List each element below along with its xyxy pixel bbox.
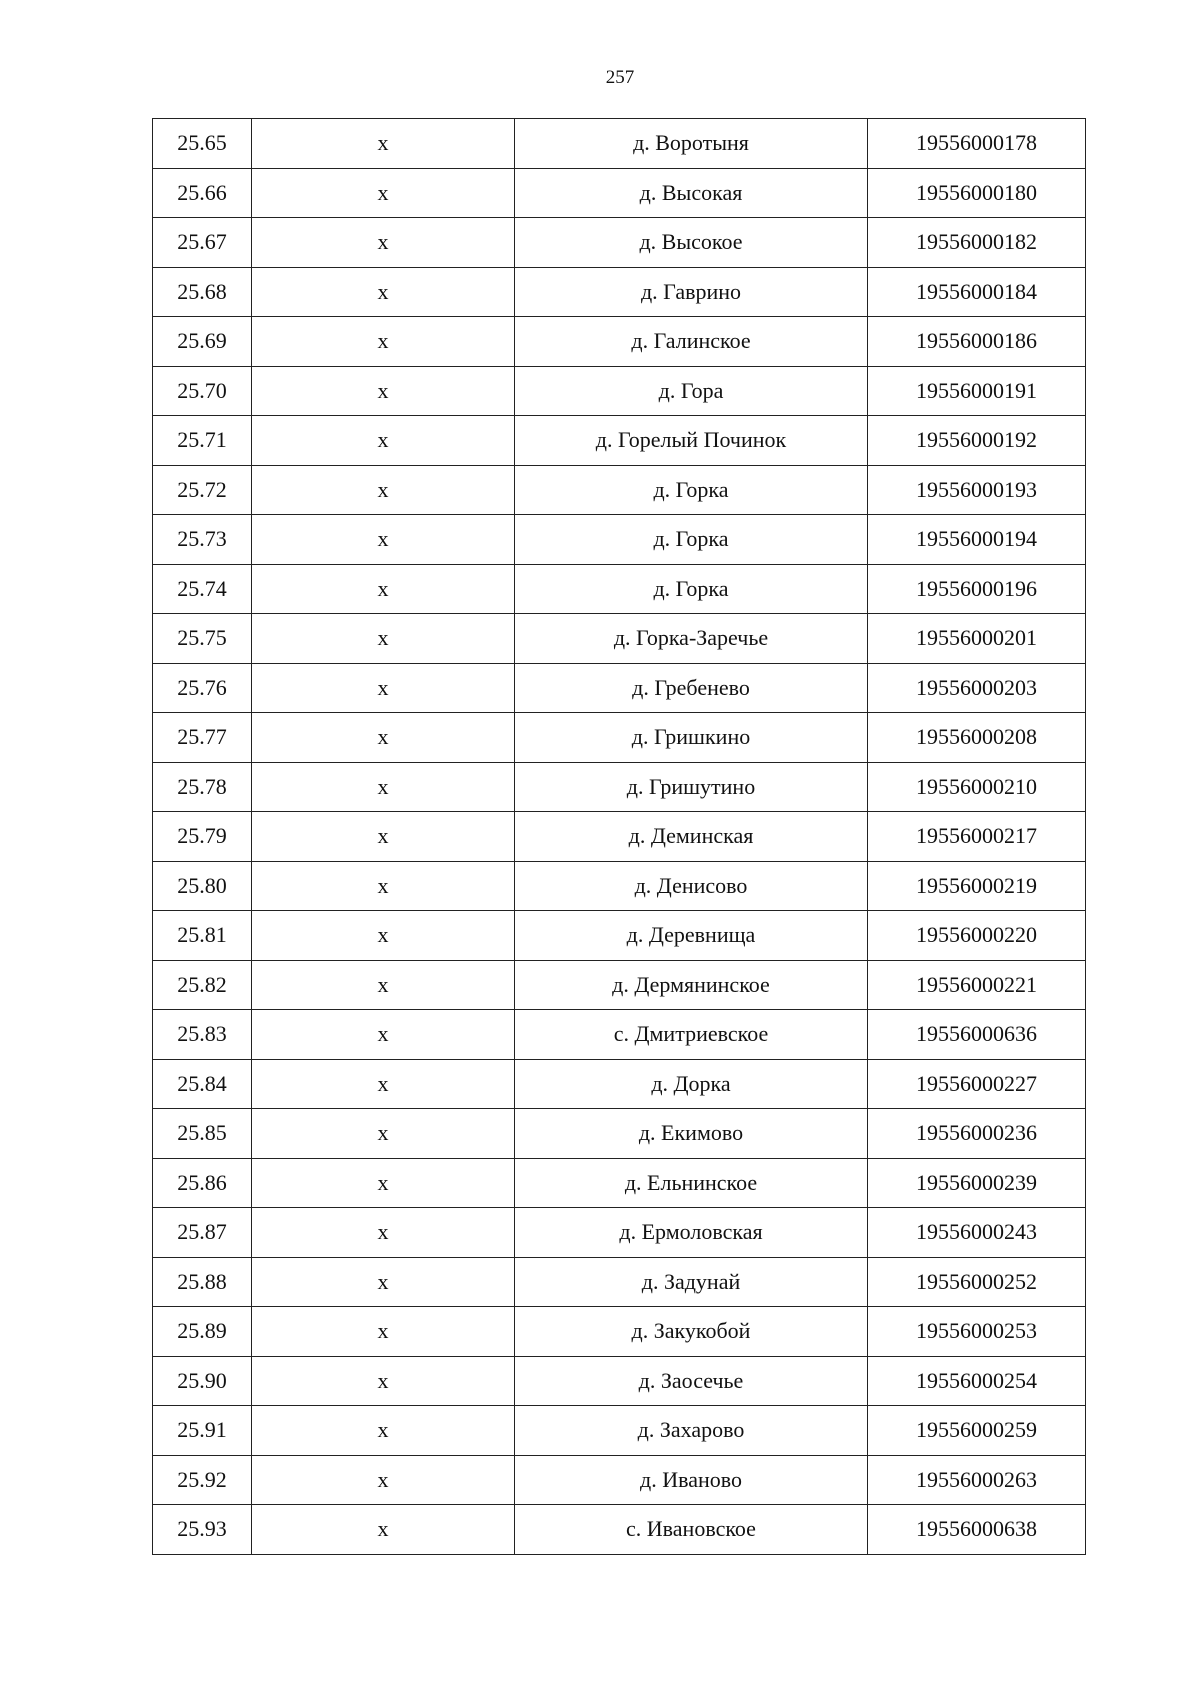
settlement-name-cell: д. Гришкино [515,713,868,763]
settlement-name-cell: д. Заосечье [515,1356,868,1406]
row-number-cell: 25.93 [153,1505,252,1555]
mark-cell: х [252,1505,515,1555]
oktmo-code-cell: 19556000217 [868,812,1086,862]
oktmo-code-cell: 19556000203 [868,663,1086,713]
oktmo-code-cell: 19556000221 [868,960,1086,1010]
table-row [153,1455,1086,1505]
mark-cell: х [252,1406,515,1456]
mark-cell: х [252,465,515,515]
mark-cell: х [252,762,515,812]
mark-cell: х [252,1208,515,1258]
oktmo-code-cell: 19556000208 [868,713,1086,763]
mark-cell: х [252,119,515,169]
mark-cell: х [252,1010,515,1060]
settlement-name-cell: с. Дмитриевское [515,1010,868,1060]
row-number-cell: 25.75 [153,614,252,664]
settlement-name-cell: с. Ивановское [515,1505,868,1555]
table-row [153,465,1086,515]
oktmo-code-cell: 19556000263 [868,1455,1086,1505]
table-row [153,1406,1086,1456]
settlement-name-cell: д. Гребенево [515,663,868,713]
mark-cell: х [252,1059,515,1109]
mark-cell: х [252,1257,515,1307]
settlement-name-cell: д. Гришутино [515,762,868,812]
mark-cell: х [252,812,515,862]
settlement-name-cell: д. Гаврино [515,267,868,317]
row-number-cell: 25.68 [153,267,252,317]
table-row [153,1010,1086,1060]
oktmo-code-cell: 19556000243 [868,1208,1086,1258]
table-row [153,663,1086,713]
oktmo-code-cell: 19556000236 [868,1109,1086,1159]
table-row [153,911,1086,961]
oktmo-code-cell: 19556000210 [868,762,1086,812]
oktmo-code-cell: 19556000186 [868,317,1086,367]
oktmo-code-cell: 19556000219 [868,861,1086,911]
table-row [153,416,1086,466]
row-number-cell: 25.66 [153,168,252,218]
row-number-cell: 25.90 [153,1356,252,1406]
table-row [153,515,1086,565]
oktmo-code-cell: 19556000254 [868,1356,1086,1406]
settlement-name-cell: д. Горка-Заречье [515,614,868,664]
table-row [153,1059,1086,1109]
mark-cell: х [252,1455,515,1505]
row-number-cell: 25.88 [153,1257,252,1307]
mark-cell: х [252,168,515,218]
settlement-name-cell: д. Воротыня [515,119,868,169]
table-row [153,317,1086,367]
oktmo-code-cell: 19556000252 [868,1257,1086,1307]
oktmo-code-cell: 19556000182 [868,218,1086,268]
row-number-cell: 25.74 [153,564,252,614]
mark-cell: х [252,1158,515,1208]
settlements-table [152,118,1086,1555]
mark-cell: х [252,663,515,713]
row-number-cell: 25.70 [153,366,252,416]
oktmo-code-cell: 19556000253 [868,1307,1086,1357]
table-row [153,861,1086,911]
row-number-cell: 25.73 [153,515,252,565]
settlement-name-cell: д. Дермянинское [515,960,868,1010]
table-row [153,1109,1086,1159]
settlement-name-cell: д. Ермоловская [515,1208,868,1258]
settlement-name-cell: д. Задунай [515,1257,868,1307]
oktmo-code-cell: 19556000193 [868,465,1086,515]
row-number-cell: 25.91 [153,1406,252,1456]
mark-cell: х [252,614,515,664]
table-row [153,1307,1086,1357]
row-number-cell: 25.78 [153,762,252,812]
mark-cell: х [252,1356,515,1406]
oktmo-code-cell: 19556000259 [868,1406,1086,1456]
row-number-cell: 25.82 [153,960,252,1010]
settlement-name-cell: д. Деминская [515,812,868,862]
row-number-cell: 25.85 [153,1109,252,1159]
row-number-cell: 25.69 [153,317,252,367]
mark-cell: х [252,515,515,565]
table-row [153,564,1086,614]
oktmo-code-cell: 19556000194 [868,515,1086,565]
settlement-name-cell: д. Иваново [515,1455,868,1505]
table-row [153,1505,1086,1555]
mark-cell: х [252,366,515,416]
row-number-cell: 25.79 [153,812,252,862]
oktmo-code-cell: 19556000191 [868,366,1086,416]
row-number-cell: 25.92 [153,1455,252,1505]
mark-cell: х [252,317,515,367]
settlement-name-cell: д. Захарово [515,1406,868,1456]
table-row [153,119,1086,169]
oktmo-code-cell: 19556000220 [868,911,1086,961]
settlement-name-cell: д. Высокое [515,218,868,268]
table-row [153,168,1086,218]
settlement-name-cell: д. Ельнинское [515,1158,868,1208]
settlement-name-cell: д. Горка [515,564,868,614]
table-row [153,366,1086,416]
oktmo-code-cell: 19556000180 [868,168,1086,218]
settlement-name-cell: д. Горка [515,465,868,515]
table-row [153,614,1086,664]
row-number-cell: 25.71 [153,416,252,466]
settlement-name-cell: д. Закукобой [515,1307,868,1357]
oktmo-code-cell: 19556000201 [868,614,1086,664]
row-number-cell: 25.81 [153,911,252,961]
oktmo-code-cell: 19556000192 [868,416,1086,466]
row-number-cell: 25.67 [153,218,252,268]
mark-cell: х [252,861,515,911]
table-body [153,119,1086,1555]
settlement-name-cell: д. Горелый Починок [515,416,868,466]
table-row [153,1356,1086,1406]
mark-cell: х [252,713,515,763]
mark-cell: х [252,1307,515,1357]
settlement-name-cell: д. Дорка [515,1059,868,1109]
mark-cell: х [252,564,515,614]
settlement-name-cell: д. Горка [515,515,868,565]
oktmo-code-cell: 19556000636 [868,1010,1086,1060]
settlement-name-cell: д. Гора [515,366,868,416]
row-number-cell: 25.89 [153,1307,252,1357]
row-number-cell: 25.87 [153,1208,252,1258]
mark-cell: х [252,218,515,268]
mark-cell: х [252,960,515,1010]
row-number-cell: 25.65 [153,119,252,169]
oktmo-code-cell: 19556000184 [868,267,1086,317]
oktmo-code-cell: 19556000227 [868,1059,1086,1109]
settlement-name-cell: д. Галинское [515,317,868,367]
settlement-name-cell: д. Екимово [515,1109,868,1159]
oktmo-code-cell: 19556000178 [868,119,1086,169]
row-number-cell: 25.72 [153,465,252,515]
page-number: 257 [605,67,635,88]
oktmo-code-cell: 19556000196 [868,564,1086,614]
table-row [153,267,1086,317]
row-number-cell: 25.83 [153,1010,252,1060]
row-number-cell: 25.86 [153,1158,252,1208]
settlement-name-cell: д. Деревнища [515,911,868,961]
settlement-name-cell: д. Денисово [515,861,868,911]
mark-cell: х [252,911,515,961]
table-row [153,762,1086,812]
mark-cell: х [252,416,515,466]
row-number-cell: 25.77 [153,713,252,763]
table-row [153,713,1086,763]
table-row [153,1158,1086,1208]
table-row [153,960,1086,1010]
table-row [153,1208,1086,1258]
oktmo-code-cell: 19556000638 [868,1505,1086,1555]
row-number-cell: 25.80 [153,861,252,911]
settlement-name-cell: д. Высокая [515,168,868,218]
row-number-cell: 25.76 [153,663,252,713]
table-row [153,1257,1086,1307]
oktmo-code-cell: 19556000239 [868,1158,1086,1208]
mark-cell: х [252,1109,515,1159]
row-number-cell: 25.84 [153,1059,252,1109]
table-row [153,812,1086,862]
table-row [153,218,1086,268]
mark-cell: х [252,267,515,317]
